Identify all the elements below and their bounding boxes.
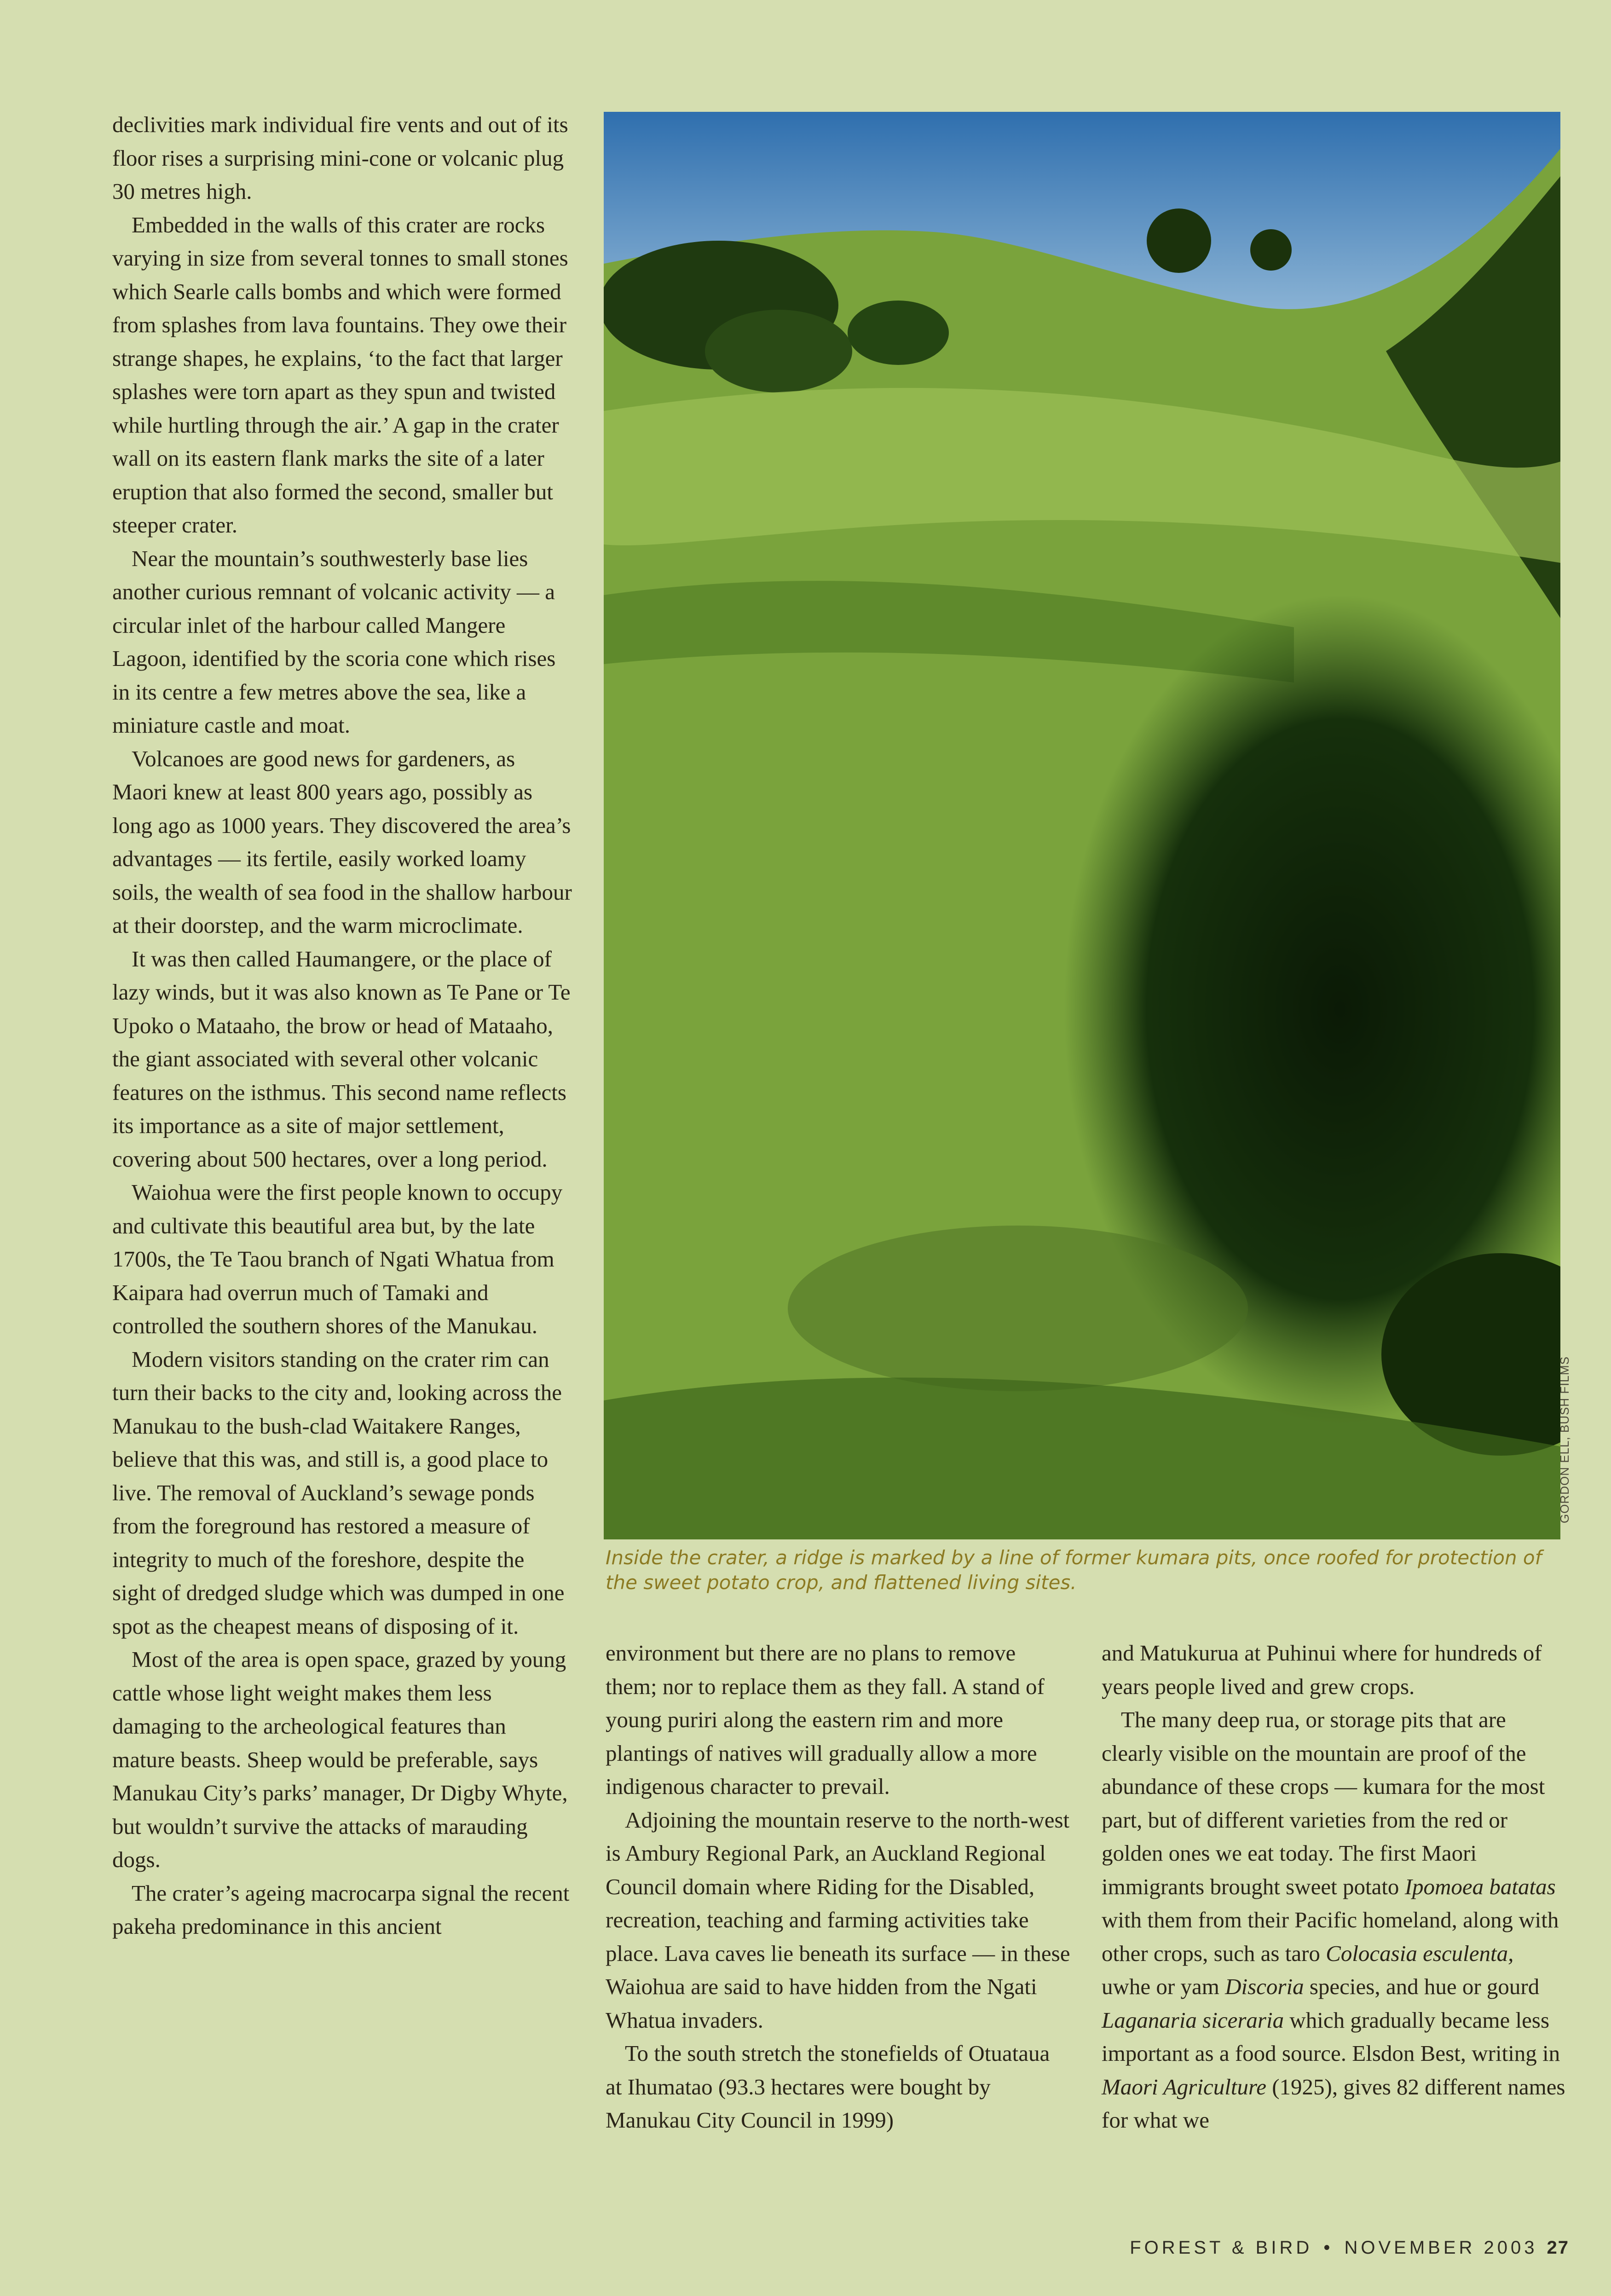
paragraph [1102,1703,1566,2137]
middle-text-column [606,1637,1070,2137]
species-name: Discoria [1225,1974,1304,1999]
text-run: The many deep rua, or storage pits that are clearly visible on the mountain are proof of the abundance of these crops — kumara for the most part, but of different varieties from the red or golden ones we eat today. The first Maori immigrants brought sweet potato [1102,1707,1545,1899]
paragraph: Near the mountain’s southwesterly base lies another curious remnant of volcanic activity — a circular inlet of the harbour called Mangere Lagoon, identified by the scoria cone which rises in its centre a few metres above the sea, like a miniature castle and moat. [112,545,556,738]
paragraph: environment but there are no plans to remove them; nor to replace them as they fall. A stand of young puriri along the eastern rim and more plantings of natives will gradually allow a more indigenous character to prevail. [606,1640,1045,1799]
text-run: uwhe or yam [1102,1974,1225,1999]
paragraph: Volcanoes are good news for gardeners, as Maori knew at least 800 years ago, possibly as long ago as 1000 years. They discovered the area’s advantages — its fertile, easily worked loamy soils, the wealth of sea food in the shallow harbour at their doorstep, and the warm microclimate. [112,746,572,938]
text-run: which gradually became less important as a food source. Elsdon Best, writing in [1102,2007,1560,2066]
text-run: (1925), gives 82 different names for what we [1102,2074,1565,2133]
photo-credit: GORDON ELL, BUSH FILMS [1558,1356,1571,1523]
paragraph: Adjoining the mountain reserve to the north-west is Ambury Regional Park, an Auckland Regional Council domain where Riding for the Disabled, recreation, teaching and farming activities take place. Lava caves lie beneath its surface — in these Waiohua are said to have hidden from the Ngati Whatua invaders. [606,1807,1070,2033]
left-text-column [112,108,572,1943]
paragraph: Most of the area is open space, grazed by young cattle whose light weight makes them less damaging to the archeological features than mature beasts. Sheep would be preferable, says Manukau City’s parks’ manager, Dr Digby Whyte, but wouldn’t survive the attacks of marauding dogs. [112,1647,568,1872]
species-name: Colocasia esculenta, [1326,1940,1514,1966]
paragraph: Embedded in the walls of this crater are rocks varying in size from several tonnes to small stones which Searle calls bombs and which were formed from splashes from lava fountains. They owe their strange shapes, he explains, ‘to the fact that larger splashes were torn apart as they spun and twisted while hurtling through the air.’ A gap in the crater wall on its eastern flank marks the site of a later eruption that also formed the second, smaller but steeper crater. [112,212,568,538]
photo-caption: Inside the crater, a ridge is marked by a line of former kumara pits, once roofed for protection of the sweet potato crop, and flattened living sites. [606,1546,1542,1594]
text-run: species, and hue or gourd [1304,1974,1540,1999]
crater-photo [604,112,1560,1539]
paragraph: Waiohua were the first people known to occupy and cultivate this beautiful area but, by the late 1700s, the Te Taou branch of Ngati Whatua from Kaipara had overrun much of Tamaki and controlled the southern shores of the Manukau. [112,1180,563,1338]
paragraph: The crater’s ageing macrocarpa signal the recent pakeha predominance in this ancient [112,1880,570,1939]
paragraph: and Matukurua at Puhinui where for hundreds of years people lived and grew crops. [1102,1640,1542,1699]
page-number: 27 [1547,2238,1569,2258]
text-run: with them from their Pacific homeland, along with other crops, such as taro [1102,1907,1559,1966]
page-footer [1104,2238,1569,2258]
crater-photo-illustration [604,112,1560,1539]
separator-bullet: • [1315,2238,1342,2258]
right-text-column [1102,1637,1566,2137]
issue-date: NOVEMBER 2003 [1344,2238,1538,2258]
magazine-name: FOREST & BIRD [1130,2238,1313,2258]
paragraph: Modern visitors standing on the crater rim can turn their backs to the city and, looking across the Manukau to the bush-clad Waitakere Ranges, believe that this was, and still is, a good place to live. The removal of Auckland’s sewage ponds from the foreground has restored a measure of integrity to much of the foreshore, despite the sight of dredged sludge which was dumped in one spot as the cheapest means of disposing of it. [112,1346,565,1639]
species-name: Laganaria siceraria [1102,2007,1284,2033]
book-title: Maori Agriculture [1102,2074,1266,2099]
species-name: Ipomoea batatas [1404,1874,1556,1899]
paragraph: It was then called Haumangere, or the place of lazy winds, but it was also known as Te Pane or Te Upoko o Mataaho, the brow or head of Mataaho, the giant associated with several other volcanic features on the isthmus. This second name reflects its importance as a site of major settlement, covering about 500 hectares, over a long period. [112,946,571,1172]
paragraph: To the south stretch the stonefields of Otuataua at Ihumatao (93.3 hectares were bought by Manukau City Council in 1999) [606,2041,1050,2133]
paragraph: declivities mark individual fire vents and out of its floor rises a surprising mini-cone or volcanic plug 30 metres high. [112,112,568,204]
